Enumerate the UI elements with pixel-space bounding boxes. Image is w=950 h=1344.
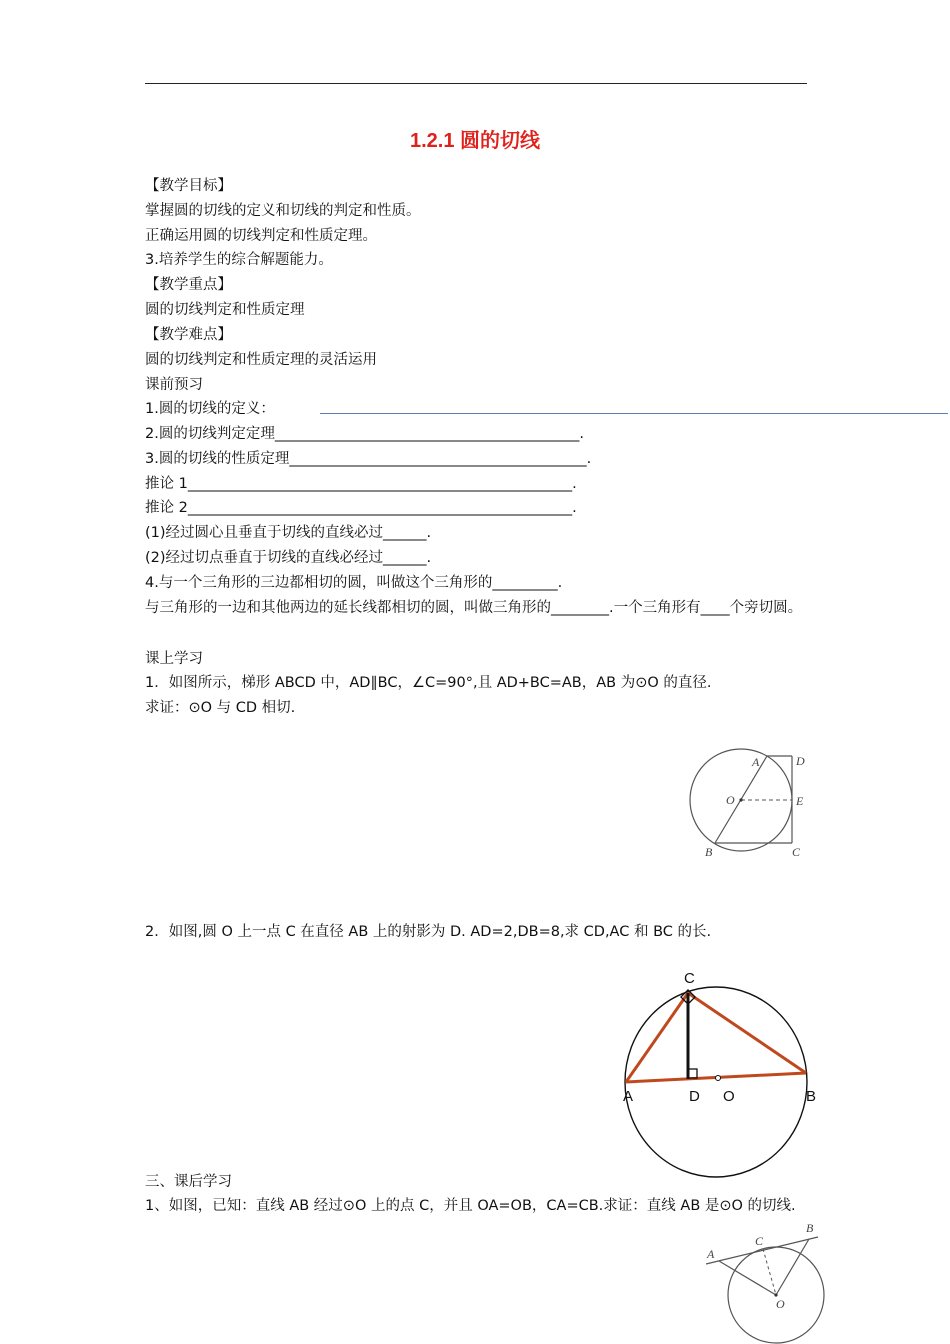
difficulty-heading: 【教学难点】 — [145, 327, 232, 343]
after-class-heading: 三、课后学习 — [145, 1174, 232, 1190]
goals-heading: 【教学目标】 — [145, 178, 232, 194]
corollary-1: 推论 1_____________________________________________________. — [145, 476, 577, 492]
label-a: A — [707, 1247, 715, 1261]
homework-1: 1、如图，已知：直线 AB 经过⊙O 上的点 C，并且 OA=OB，CA=CB.求证：直线 AB 是⊙O 的切线. — [145, 1198, 796, 1214]
question-1: 1．如图所示，梯形 ABCD 中，AD∥BC，∠C=90°,且 AD+BC=AB，AB 为⊙O 的直径. — [145, 675, 712, 691]
key-text: 圆的切线判定和性质定理 — [145, 302, 305, 318]
figure-1-circle-trapezoid — [680, 745, 810, 863]
label-o: O — [726, 793, 735, 807]
label-a: A — [752, 755, 760, 769]
figure-3-tangent-line — [700, 1215, 830, 1344]
label-c: C — [684, 970, 695, 987]
center-point — [739, 798, 742, 801]
corollary-part-2: (2)经过切点垂直于切线的直线必经过______. — [145, 550, 432, 566]
label-b: B — [806, 1088, 817, 1105]
question-1-prove: 求证：⊙O 与 CD 相切. — [145, 700, 296, 716]
goal-1: 掌握圆的切线的定义和切线的判定和性质。 — [145, 203, 421, 219]
header-rule — [145, 83, 807, 84]
key-heading: 【教学重点】 — [145, 277, 232, 293]
label-b: B — [806, 1221, 814, 1235]
class-heading: 课上学习 — [145, 651, 203, 667]
preview-item-5: 与三角形的一边和其他两边的延长线都相切的圆，叫做三角形的________.一个三角形有____个旁切圆。 — [145, 600, 803, 616]
label-a: A — [623, 1088, 634, 1105]
corollary-2: 推论 2_____________________________________________________. — [145, 500, 577, 516]
label-e: E — [796, 794, 804, 808]
question-2: 2．如图,圆 O 上一点 C 在直径 AB 上的射影为 D. AD=2,DB=8,求 CD,AC 和 BC 的长. — [145, 924, 712, 940]
label-d: D — [689, 1088, 700, 1105]
preview-item-1: 1.圆的切线的定义： — [145, 401, 275, 417]
label-b: B — [705, 845, 713, 859]
page-title: 1.2.1 圆的切线 — [409, 130, 541, 152]
preview-heading: 课前预习 — [145, 377, 203, 393]
segment-cb — [688, 993, 806, 1073]
preview-item-2: 2.圆的切线判定定理__________________________________________. — [145, 426, 584, 442]
label-c: C — [792, 845, 801, 859]
figure-2-circle-triangle — [615, 965, 825, 1180]
label-o: O — [723, 1088, 735, 1105]
difficulty-text: 圆的切线判定和性质定理的灵活运用 — [145, 352, 377, 368]
label-c: C — [755, 1234, 764, 1248]
label-o: O — [776, 1297, 785, 1311]
label-d: D — [796, 754, 805, 768]
segment-oa — [719, 1261, 776, 1295]
answer-line — [320, 413, 948, 414]
preview-item-3: 3.圆的切线的性质定理_________________________________________. — [145, 451, 592, 467]
goal-3: 3.培养学生的综合解题能力。 — [145, 252, 333, 268]
center-point — [716, 1076, 721, 1081]
preview-item-4: 4.与一个三角形的三边都相切的圆，叫做这个三角形的_________. — [145, 575, 563, 591]
corollary-part-1: (1)经过圆心且垂直于切线的直线必过______. — [145, 525, 432, 541]
goal-2: 正确运用圆的切线判定和性质定理。 — [145, 228, 377, 244]
